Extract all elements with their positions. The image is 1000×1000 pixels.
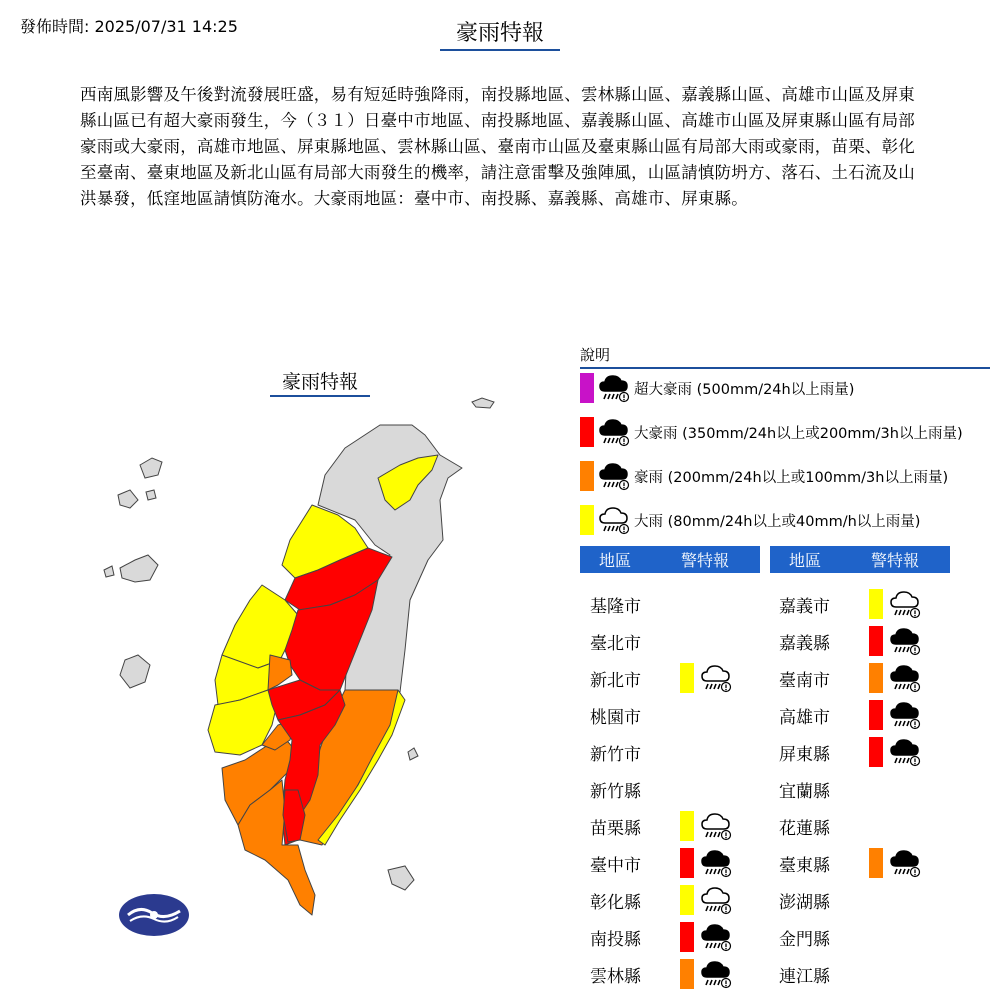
legend-label: 豪雨 (200mm/24h以上或100mm/3h以上雨量) (634, 469, 949, 486)
warning-swatch (680, 922, 694, 952)
region-name: 彰化縣 (590, 892, 641, 913)
rain-heavy-icon (598, 373, 630, 403)
rain-heavy-icon (889, 737, 921, 767)
rain-heavy-icon (700, 922, 732, 952)
warning-swatch (680, 663, 694, 693)
legend-label: 超大豪雨 (500mm/24h以上雨量) (634, 381, 855, 398)
table-row (590, 773, 680, 805)
region-name: 雲林縣 (590, 966, 641, 987)
island-penghu-1 (140, 458, 162, 478)
region-name: 新北市 (590, 670, 641, 691)
rain-heavy-icon (889, 626, 921, 656)
table-row (590, 884, 732, 916)
table-row (590, 958, 732, 990)
taiwan-warning-map (0, 395, 500, 920)
table-row (590, 847, 732, 879)
island-penghu-3 (146, 490, 156, 500)
legend-item (580, 417, 963, 447)
warning-swatch (869, 848, 883, 878)
warning-swatch (869, 589, 883, 619)
table-row (779, 699, 921, 731)
map-title: 豪雨特報 (270, 367, 370, 397)
region-name: 臺東縣 (779, 855, 830, 876)
warning-swatch (869, 737, 883, 767)
region-name: 桃園市 (590, 707, 641, 728)
legend-title: 說明 (580, 344, 990, 369)
rain-light-icon (889, 589, 921, 619)
warning-swatch (680, 848, 694, 878)
island-green (408, 748, 418, 760)
column-header-warning: 警特報 (680, 551, 729, 570)
rain-light-icon (700, 885, 732, 915)
table-row (779, 773, 869, 805)
legend-swatch (580, 505, 594, 535)
table-row (590, 625, 680, 657)
region-name: 苗栗縣 (590, 818, 641, 839)
rain-heavy-icon (700, 959, 732, 989)
table-header-left (580, 546, 760, 573)
table-row (779, 588, 921, 620)
legend-swatch (580, 373, 594, 403)
region-name: 宜蘭縣 (779, 781, 830, 802)
warning-swatch (869, 626, 883, 656)
region-name: 花蓮縣 (779, 818, 830, 839)
region-name: 屏東縣 (779, 744, 830, 765)
region-name: 南投縣 (590, 929, 641, 950)
island-penghu-5 (104, 566, 114, 577)
island-matsu (472, 398, 494, 408)
region-name: 嘉義市 (779, 596, 830, 617)
rain-heavy-icon (889, 848, 921, 878)
table-row (779, 810, 869, 842)
island-penghu-4 (120, 555, 158, 582)
island-orchid (388, 866, 414, 890)
table-row (590, 736, 680, 768)
region-name: 基隆市 (590, 596, 641, 617)
rain-light-icon (700, 663, 732, 693)
rain-light-icon (598, 505, 630, 535)
table-row (779, 736, 921, 768)
cwa-logo (118, 893, 190, 941)
rain-heavy-icon (598, 461, 630, 491)
rain-heavy-icon (700, 848, 732, 878)
legend-item (580, 373, 854, 403)
warning-swatch (680, 811, 694, 841)
table-row (779, 662, 921, 694)
column-header-region: 地區 (598, 551, 631, 570)
legend-swatch (580, 417, 594, 447)
column-header-warning: 警特報 (870, 551, 919, 570)
rain-heavy-icon (889, 700, 921, 730)
region-name: 連江縣 (779, 966, 830, 987)
legend-label: 大豪雨 (350mm/24h以上或200mm/3h以上雨量) (634, 425, 963, 442)
table-row (779, 958, 869, 990)
warning-swatch (680, 959, 694, 989)
region-name: 新竹縣 (590, 781, 641, 802)
region-name: 臺中市 (590, 855, 641, 876)
warning-description: 西南風影響及午後對流發展旺盛，易有短延時強降雨，南投縣地區、雲林縣山區、嘉義縣山區、高雄市山區及屏東縣山區已有超大豪雨發生，今（３１）日臺中市地區、南投縣地區、嘉義縣山區、高雄市山區及屏東縣山區有局部豪雨或大豪雨，高雄市地區、屏東縣地區、雲林縣山區、臺南市山區及臺東縣山區有局部大雨或豪雨，苗栗、彰化至臺南、臺東地區及新北山區有局部大雨發生的機率，請注意雷擊及強陣風，山區請慎防坍方、落石、土石流及山洪暴發，低窪地區請慎防淹水。大豪雨地區：臺中市、南投縣、嘉義縣、高雄市、屏東縣。 (80, 85, 915, 208)
legend-item (580, 461, 948, 491)
legend-item (580, 505, 920, 535)
table-row (590, 810, 732, 842)
region-name: 高雄市 (779, 707, 830, 728)
page-title: 豪雨特報 (440, 16, 560, 51)
table-row (590, 921, 732, 953)
rain-heavy-icon (598, 417, 630, 447)
region-name: 嘉義縣 (779, 633, 830, 654)
warning-swatch (869, 663, 883, 693)
rain-heavy-icon (889, 663, 921, 693)
table-row (779, 921, 869, 953)
rain-light-icon (700, 811, 732, 841)
region-name: 臺北市 (590, 633, 641, 654)
table-row (779, 847, 921, 879)
table-row (590, 662, 732, 694)
region-name: 金門縣 (779, 929, 830, 950)
region-name: 澎湖縣 (779, 892, 830, 913)
legend-label: 大雨 (80mm/24h以上或40mm/h以上雨量) (634, 513, 921, 530)
table-row (590, 588, 680, 620)
island-penghu-2 (118, 490, 138, 508)
island-penghu-6 (120, 655, 150, 688)
publish-time: 發佈時間: 2025/07/31 14:25 (20, 17, 238, 36)
region-name: 臺南市 (779, 670, 830, 691)
table-row (779, 625, 921, 657)
table-row (779, 884, 869, 916)
warning-swatch (869, 700, 883, 730)
table-header-right (770, 546, 950, 573)
column-header-region: 地區 (788, 551, 821, 570)
legend-swatch (580, 461, 594, 491)
warning-swatch (680, 885, 694, 915)
region-name: 新竹市 (590, 744, 641, 765)
table-row (590, 699, 680, 731)
